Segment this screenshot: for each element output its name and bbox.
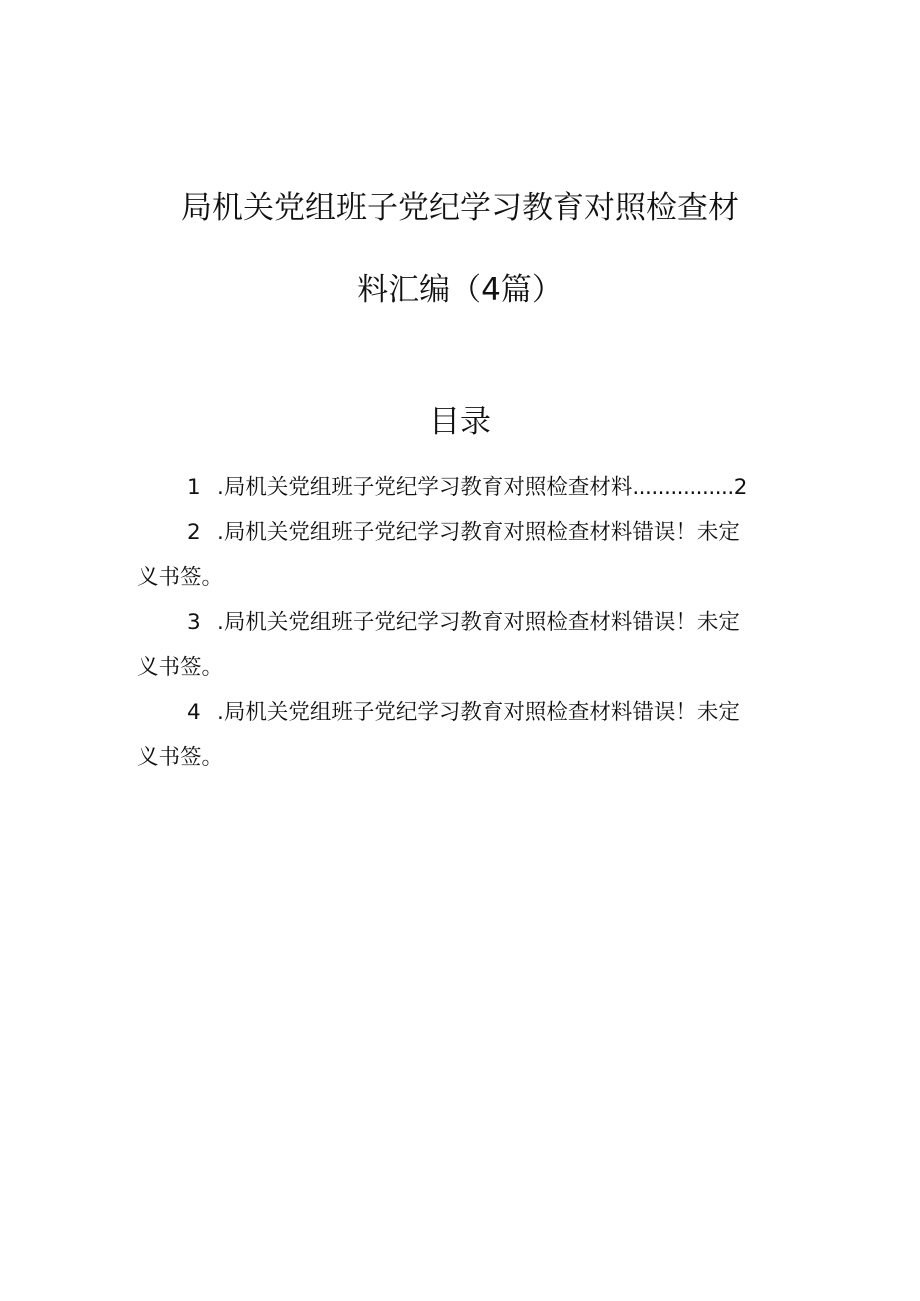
toc-entry-text: .局机关党组班子党纪学习教育对照检查材料错误！未定 <box>217 700 740 725</box>
toc-entry-page-number: 2 <box>733 475 748 500</box>
toc-entry-4[interactable] <box>137 690 787 780</box>
toc-entry-continuation: 义书签。 <box>137 565 224 590</box>
toc-entry-text: .局机关党组班子党纪学习教育对照检查材料错误！未定 <box>217 610 740 635</box>
toc-entry-continuation: 义书签。 <box>137 655 224 680</box>
toc-entry-text: .局机关党组班子党纪学习教育对照检查材料 <box>217 475 633 500</box>
toc-entry-leader: ................ <box>632 475 734 500</box>
toc-entry-number: 2 <box>187 520 201 545</box>
toc-heading: 目录 <box>429 404 491 440</box>
toc-entry-1[interactable] <box>137 465 787 510</box>
toc-entry-continuation: 义书签。 <box>137 745 224 770</box>
toc-entry-number: 3 <box>187 610 201 635</box>
toc-entry-2[interactable] <box>137 510 787 600</box>
toc-entry-text: .局机关党组班子党纪学习教育对照检查材料错误！未定 <box>217 520 740 545</box>
toc-entry-number: 4 <box>187 700 201 725</box>
document-title-line-1: 局机关党组班子党纪学习教育对照检查材 <box>181 190 739 226</box>
document-title-line-2: 料汇编（4篇） <box>357 272 563 308</box>
toc-entry-3[interactable] <box>137 600 787 690</box>
toc-entry-number: 1 <box>187 475 201 500</box>
table-of-contents <box>137 465 787 780</box>
